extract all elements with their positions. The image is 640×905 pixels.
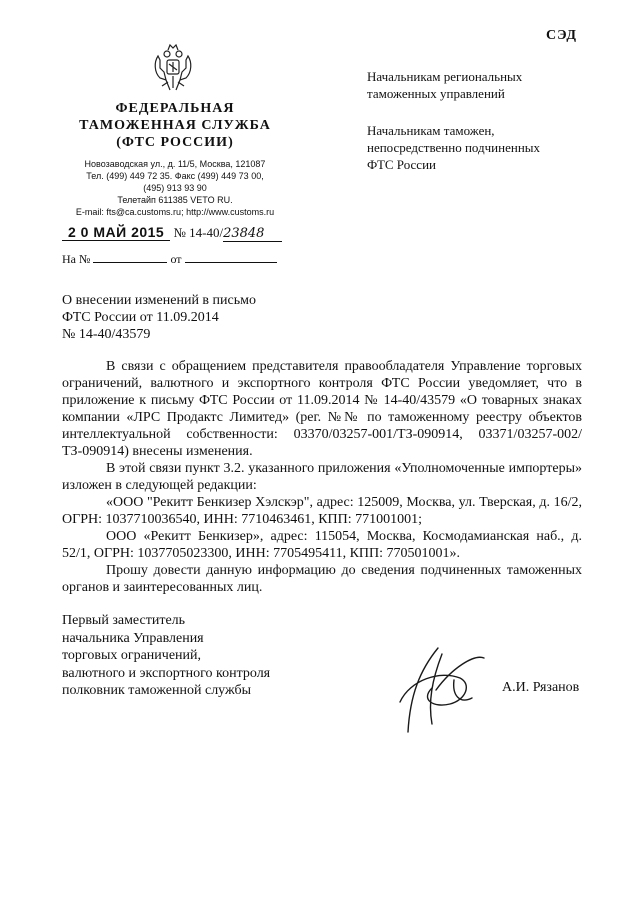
- ref-no-blank: [93, 252, 167, 263]
- address-line: Телетайп 611385 VETO RU.: [117, 195, 233, 205]
- subject-line: ФТС России от 11.09.2014: [62, 310, 219, 325]
- agency-line-2: ТАМОЖЕННАЯ СЛУЖБА: [79, 118, 271, 133]
- handwritten-signature: [380, 640, 490, 740]
- registration-date: 2 0 МАЙ 2015: [62, 224, 170, 241]
- signatory-title-line: Первый заместитель: [62, 613, 186, 628]
- signatory-name: А.И. Рязанов: [502, 680, 580, 695]
- recipient-block-2: [367, 122, 540, 173]
- agency-name: [60, 100, 290, 151]
- address-line: E-mail: fts@ca.customs.ru; http://www.customs.ru: [75, 207, 275, 217]
- ref-from-label: от: [170, 252, 182, 266]
- body-paragraph: Прошу довести данную информацию до сведения подчиненных таможенных органов и заинтересованных лиц.: [62, 563, 582, 595]
- ref-no-label: На №: [62, 252, 91, 266]
- recipient-line: непосредственно подчиненных: [367, 140, 541, 155]
- registration-line: [62, 224, 302, 241]
- coat-of-arms-emblem: [148, 42, 198, 94]
- agency-address: [50, 158, 300, 218]
- reference-line: [62, 252, 302, 267]
- recipient-line: ФТС России: [367, 157, 436, 172]
- body-paragraph: В связи с обращением представителя правообладателя Управление торговых ограничений, валютного и экспортного контроля ФТС России уведомляет, что в приложение к письму ФТС России от 11.09.2014 № 14-40/43579 «О товарных знаках компании «ЛРС Продактс Лимитед» (рег. №№ по таможенному реестру объектов интеллектуальной собственности: 03370/03257-001/ТЗ-090914, 03371/03257-002/ТЗ-090914) внесены изменения.: [62, 359, 582, 459]
- registration-number-prefix: № 14-40/: [173, 225, 224, 240]
- agency-line-3: (ФТС РОССИИ): [116, 135, 234, 150]
- letter-subject: [62, 292, 322, 343]
- subject-line: О внесении изменений в письмо: [62, 293, 256, 308]
- signatory-title-line: начальника Управления: [62, 630, 204, 646]
- ref-from-blank: [185, 252, 277, 263]
- body-paragraph: «ООО "Рекитт Бенкизер Хэлскэр", адрес: 125009, Москва, ул. Тверская, д. 16/2, ОГРН: 1037710036540, ИНН: 7710463461, КПП: 771001001;: [62, 495, 582, 527]
- recipient-line: Начальникам региональных: [367, 69, 523, 84]
- address-line: Новозаводская ул., д. 11/5, Москва, 121087: [84, 159, 266, 169]
- agency-line-1: ФЕДЕРАЛЬНАЯ: [115, 101, 235, 116]
- address-line: (495) 913 93 90: [143, 183, 207, 193]
- recipient-line: таможенных управлений: [367, 86, 505, 101]
- signatory-title-line: валютного и экспортного контроля: [62, 665, 271, 681]
- signatory-title-line: торговых ограничений,: [62, 648, 202, 663]
- recipient-line: Начальникам таможен,: [367, 123, 495, 138]
- recipient-block-1: [367, 68, 522, 102]
- body-paragraph: ООО «Рекитт Бенкизер», адрес: 115054, Москва, Космодамианская наб., д. 52/1, ОГРН: 1037705023300, ИНН: 7705495411, КПП: 770501001».: [62, 529, 582, 561]
- letter-body: [62, 358, 582, 596]
- address-line: Тел. (499) 449 72 35. Факс (499) 449 73 00,: [86, 171, 264, 181]
- signatory-title-line: полковник таможенной службы: [62, 683, 252, 698]
- signatory-title: [62, 612, 342, 700]
- registration-number-handwritten: 23848: [223, 226, 282, 242]
- sed-stamp: СЭД: [546, 28, 578, 43]
- body-paragraph: В этой связи пункт 3.2. указанного приложения «Уполномоченные импортеры» изложен в следующей редакции:: [62, 461, 582, 493]
- subject-line: № 14-40/43579: [62, 327, 151, 342]
